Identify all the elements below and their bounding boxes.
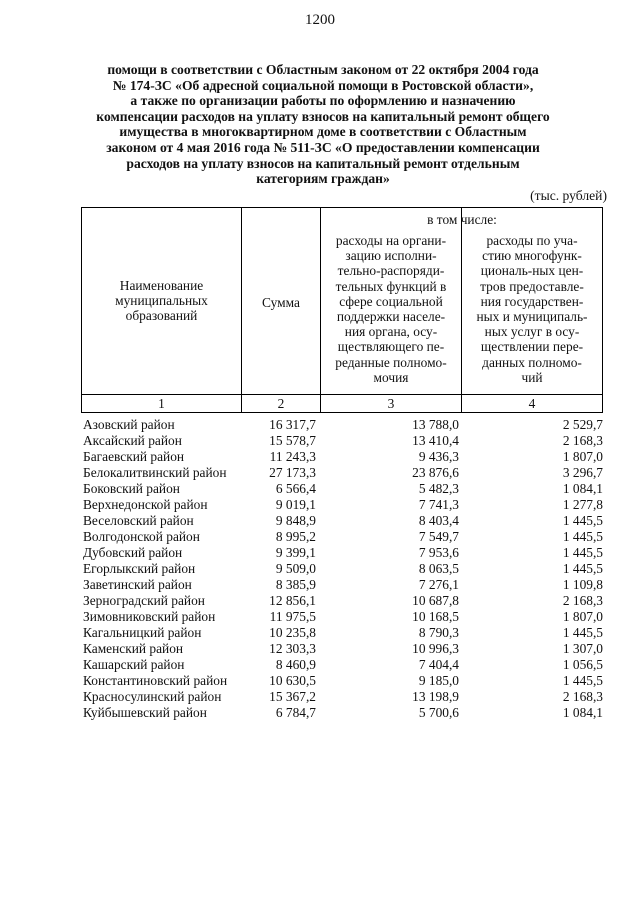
header-text: тельных функций в	[335, 278, 447, 294]
row-org-expenses: 23 876,6	[412, 465, 459, 480]
row-org-expenses: 7 549,7	[418, 529, 459, 544]
title-line: законом от 4 мая 2016 года № 511-ЗС «О предоставлении компенсации	[106, 139, 540, 155]
row-mfc-expenses: 1 277,8	[562, 497, 603, 512]
header-text: тров предоставле-	[480, 278, 584, 294]
table-row	[83, 608, 603, 624]
row-org-expenses: 10 996,3	[412, 641, 459, 656]
row-org-expenses: 7 404,4	[418, 657, 459, 672]
header-text: ществлении пере-	[480, 339, 584, 355]
row-sum: 8 460,9	[275, 657, 316, 672]
row-sum: 15 367,2	[269, 689, 316, 704]
column-number-3: 3	[387, 396, 395, 411]
table-row	[83, 560, 603, 576]
row-sum: 9 509,0	[275, 561, 316, 576]
header-text: мочия	[373, 369, 409, 385]
row-org-expenses: 7 276,1	[418, 577, 459, 592]
table-row	[83, 432, 603, 448]
table-row	[83, 688, 603, 704]
header-mfc-expenses	[462, 233, 602, 385]
row-mfc-expenses: 1 445,5	[562, 561, 603, 576]
row-org-expenses: 8 403,4	[418, 513, 459, 528]
row-municipality-name: Боковский район	[83, 481, 180, 496]
row-sum: 8 385,9	[275, 577, 316, 592]
title-line: категориям граждан»	[256, 171, 390, 187]
row-mfc-expenses: 1 807,0	[562, 449, 603, 464]
header-sum: Сумма	[262, 295, 300, 310]
row-mfc-expenses: 2 168,3	[562, 433, 603, 448]
table-row	[83, 672, 603, 688]
header-text: зацию исполни-	[345, 248, 437, 264]
row-mfc-expenses: 1 084,1	[562, 481, 603, 496]
header-text: реданные полномо-	[335, 354, 447, 370]
row-municipality-name: Азовский район	[83, 417, 175, 432]
row-org-expenses: 8 790,3	[418, 625, 459, 640]
row-mfc-expenses: 1 445,5	[562, 673, 603, 688]
row-municipality-name: Зерноградский район	[83, 593, 205, 608]
row-municipality-name: Егорлыкский район	[83, 561, 196, 576]
row-municipality-name: Каменский район	[83, 641, 184, 656]
row-sum: 12 856,1	[269, 593, 316, 608]
row-org-expenses: 8 063,5	[418, 561, 459, 576]
row-mfc-expenses: 1 807,0	[562, 609, 603, 624]
row-municipality-name: Аксайский район	[83, 433, 182, 448]
title-line: имущества в многоквартирном доме в соответствии с Областным	[119, 124, 527, 140]
title-line: № 174-ЗС «Об адресной социальной помощи в Ростовской области»,	[112, 77, 534, 93]
table-row	[83, 464, 603, 480]
row-org-expenses: 7 953,6	[418, 545, 459, 560]
header-text: ния государствен-	[480, 293, 584, 309]
row-municipality-name: Константиновский район	[83, 673, 228, 688]
header-text: Наименование	[119, 278, 204, 293]
row-sum: 16 317,7	[269, 417, 316, 432]
row-mfc-expenses: 1 109,8	[562, 577, 603, 592]
row-org-expenses: 10 687,8	[412, 593, 459, 608]
title-line: а также по организации работы по оформлению и назначению	[130, 93, 516, 109]
row-mfc-expenses: 1 445,5	[562, 545, 603, 560]
table-row	[83, 496, 603, 512]
table-row	[83, 448, 603, 464]
row-org-expenses: 5 482,3	[418, 481, 459, 496]
row-mfc-expenses: 2 168,3	[562, 593, 603, 608]
table-row	[83, 640, 603, 656]
header-text: чий	[521, 369, 543, 385]
row-municipality-name: Кашарский район	[83, 657, 185, 672]
row-mfc-expenses: 1 445,5	[562, 625, 603, 640]
title-line: помощи в соответствии с Областным законом от 22 октября 2004 года	[107, 62, 539, 77]
row-municipality-name: Белокалитвинский район	[83, 465, 227, 480]
header-text: образований	[125, 308, 198, 324]
row-municipality-name: Заветинский район	[83, 577, 192, 592]
table-body	[83, 416, 603, 720]
row-mfc-expenses: 1 445,5	[562, 529, 603, 544]
row-mfc-expenses: 1 056,5	[562, 657, 603, 672]
row-sum: 27 173,3	[269, 465, 316, 480]
row-sum: 12 303,3	[269, 641, 316, 656]
row-sum: 10 235,8	[269, 625, 316, 640]
row-sum: 11 975,5	[269, 609, 316, 624]
column-number-2: 2	[277, 396, 285, 411]
table-row	[83, 576, 603, 592]
header-text: расходы по уча-	[486, 233, 578, 248]
table-row	[83, 512, 603, 528]
table-row	[83, 528, 603, 544]
row-municipality-name: Кагальницкий район	[83, 625, 202, 640]
row-org-expenses: 9 436,3	[418, 449, 459, 464]
column-number-4: 4	[528, 396, 536, 411]
table-row	[83, 416, 603, 432]
title-line: расходов на уплату взносов на капитальный ремонт отдельным	[126, 155, 520, 171]
row-municipality-name: Дубовский район	[83, 545, 183, 560]
header-text: ных услуг в осу-	[484, 324, 580, 340]
header-text: поддержки населе-	[336, 309, 446, 325]
row-sum: 9 019,1	[275, 497, 316, 512]
table-header	[81, 207, 603, 413]
header-text: стию многофунк-	[482, 248, 582, 264]
table-row	[83, 480, 603, 496]
header-text: ния органа, осу-	[344, 324, 438, 340]
row-sum: 10 630,5	[269, 673, 316, 688]
row-sum: 6 784,7	[275, 705, 316, 720]
row-org-expenses: 9 185,0	[418, 673, 459, 688]
row-org-expenses: 13 198,9	[412, 689, 459, 704]
header-text: муниципальных	[115, 293, 208, 309]
header-municipality	[82, 278, 241, 324]
row-mfc-expenses: 2 168,3	[562, 689, 603, 704]
header-text: циональ-ных цен-	[480, 263, 584, 279]
row-mfc-expenses: 2 529,7	[562, 417, 603, 432]
header-number-divider	[82, 394, 602, 395]
row-sum: 15 578,7	[269, 433, 316, 448]
row-sum: 11 243,3	[269, 449, 316, 464]
header-text: тельно-распоряди-	[337, 263, 445, 279]
table-row	[83, 592, 603, 608]
row-municipality-name: Красносулинский район	[83, 689, 222, 704]
table-row	[83, 624, 603, 640]
row-sum: 9 399,1	[275, 545, 316, 560]
row-municipality-name: Волгодонской район	[83, 529, 200, 544]
row-municipality-name: Веселовский район	[83, 513, 194, 528]
row-municipality-name: Багаевский район	[83, 449, 185, 464]
row-municipality-name: Зимовниковский район	[83, 609, 216, 624]
header-text: данных полномо-	[482, 354, 582, 370]
row-sum: 8 995,2	[275, 529, 316, 544]
title-line: компенсации расходов на уплату взносов на капитальный ремонт общего	[96, 108, 550, 124]
table-row	[83, 656, 603, 672]
row-mfc-expenses: 1 445,5	[562, 513, 603, 528]
row-org-expenses: 13 410,4	[412, 433, 459, 448]
header-text: ных и муниципаль-	[476, 309, 588, 325]
row-sum: 6 566,4	[275, 481, 316, 496]
row-org-expenses: 5 700,6	[418, 705, 459, 720]
header-group: в том числе:	[427, 212, 497, 227]
document-title	[80, 62, 566, 187]
row-org-expenses: 10 168,5	[412, 609, 459, 624]
row-mfc-expenses: 1 307,0	[562, 641, 603, 656]
header-text: ществляющего пе-	[337, 339, 445, 355]
row-municipality-name: Верхнедонской район	[83, 497, 208, 512]
row-mfc-expenses: 1 084,1	[562, 705, 603, 720]
row-org-expenses: 7 741,3	[418, 497, 459, 512]
table-row	[83, 704, 603, 720]
table-row	[83, 544, 603, 560]
row-sum: 9 848,9	[275, 513, 316, 528]
header-org-expenses	[321, 233, 461, 385]
header-text: сфере социальной	[339, 293, 443, 309]
row-mfc-expenses: 3 296,7	[562, 465, 603, 480]
column-number-1: 1	[158, 396, 165, 411]
header-text: расходы на органи-	[335, 233, 447, 248]
units-label: (тыс. рублей)	[530, 188, 607, 203]
row-org-expenses: 13 788,0	[412, 417, 459, 432]
row-municipality-name: Куйбышевский район	[83, 705, 207, 720]
page-number: 1200	[305, 12, 335, 28]
